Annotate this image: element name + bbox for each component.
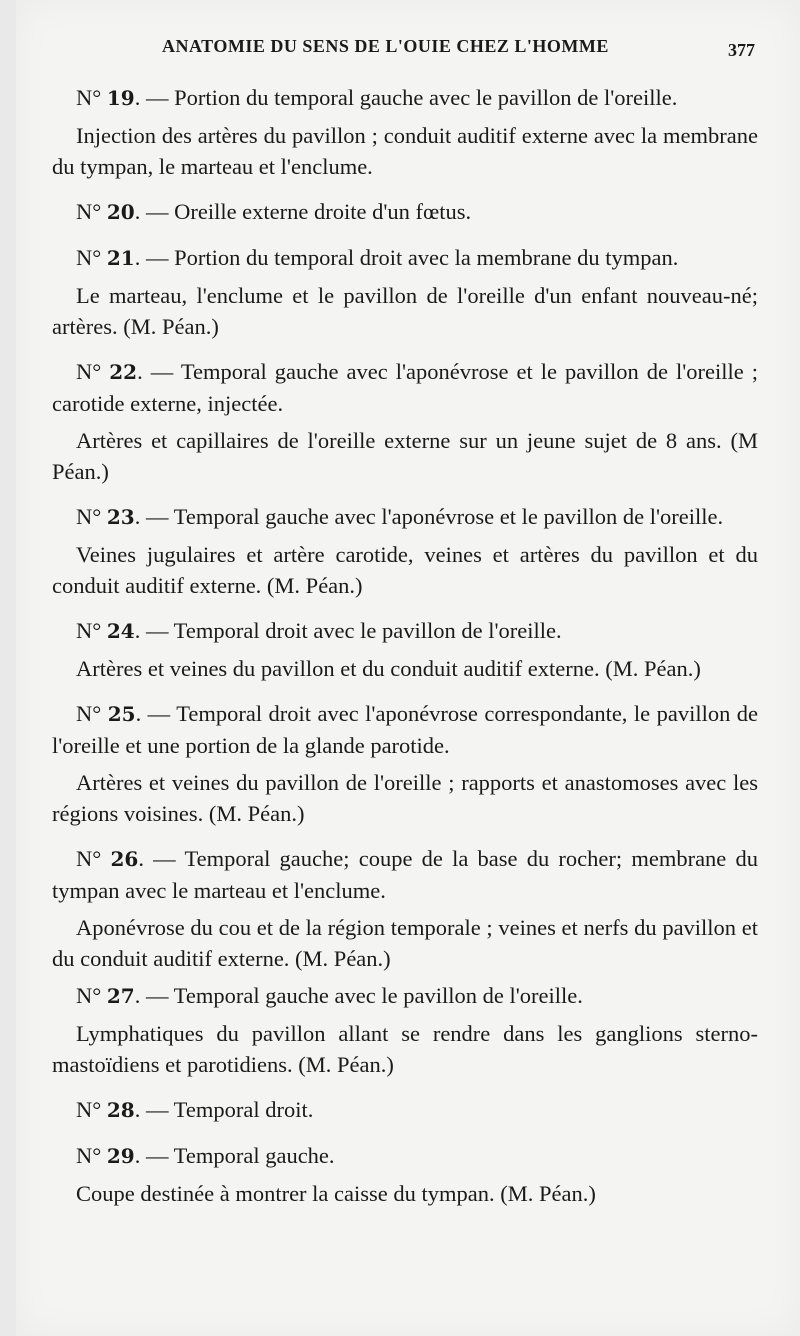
- entry-title-text: . — Portion du temporal gauche avec le pavillon de l'oreille.: [134, 85, 678, 110]
- entry-no-label: N°: [76, 245, 102, 270]
- page-number: 377: [728, 40, 755, 60]
- entry-title-text: . — Temporal gauche; coupe de la base du rocher; membrane du tympan avec le marteau et l'enclume.: [52, 846, 759, 903]
- entry-title: [52, 615, 758, 647]
- entry-description: Artères et capillaires de l'oreille externe sur un jeune sujet de 8 ans. (M Péan.): [52, 428, 758, 484]
- running-title: ANATOMIE DU SENS DE L'OUIE CHEZ L'HOMME: [162, 36, 609, 56]
- catalog-entry-22: [52, 356, 758, 487]
- entry-description: Lymphatiques du pavillon allant se rendre dans les ganglions sterno- mastoïdiens et parotidiens. (M. Péan.): [52, 1021, 758, 1077]
- entry-number: 20: [106, 200, 135, 224]
- entry-number: 25: [107, 702, 136, 726]
- catalog-entry-23: [52, 501, 758, 601]
- entry-title-text: . — Temporal droit avec l'aponévrose correspondante, le pavillon de l'oreille et une portion de la glande parotide.: [52, 701, 759, 758]
- catalog-entry-21: [52, 242, 758, 342]
- catalog-entry-19: [52, 82, 758, 182]
- entry-description: Veines jugulaires et artère carotide, veines et artères du pavillon et du conduit auditif externe. (M. Péan.): [52, 542, 758, 598]
- entry-title-text: . — Portion du temporal droit avec la membrane du tympan.: [134, 245, 679, 270]
- entry-title: [52, 501, 758, 533]
- entry-number: 28: [106, 1098, 135, 1122]
- entry-title-text: . — Temporal gauche.: [134, 1143, 335, 1168]
- catalog-entry-26: [52, 843, 758, 974]
- entry-title: [52, 82, 758, 114]
- entry-description: Le marteau, l'enclume et le pavillon de l'oreille d'un enfant nouveau-né; artères. (M. Péan.): [52, 283, 758, 339]
- entry-description: Coupe destinée à montrer la caisse du tympan. (M. Péan.): [76, 1181, 596, 1206]
- entry-no-label: N°: [76, 1143, 102, 1168]
- entry-title-text: . — Temporal droit avec le pavillon de l'oreille.: [134, 618, 562, 643]
- catalog-entries: [52, 82, 758, 1209]
- entry-no-label: N°: [76, 983, 102, 1008]
- entry-no-label: N°: [76, 199, 102, 224]
- entry-title-text: . — Oreille externe droite d'un fœtus.: [134, 199, 472, 224]
- entry-no-label: N°: [76, 85, 102, 110]
- entry-title: [52, 843, 758, 906]
- entry-title: [52, 196, 758, 228]
- entry-number: 26: [110, 847, 139, 871]
- entry-no-label: N°: [76, 846, 102, 871]
- catalog-entry-20: [52, 196, 758, 228]
- entry-number: 27: [106, 984, 135, 1008]
- entry-title: [52, 242, 758, 274]
- catalog-entry-29: [52, 1140, 758, 1209]
- entry-title: [52, 1094, 758, 1126]
- catalog-entry-28: [52, 1094, 758, 1126]
- entry-title-text: . — Temporal droit.: [134, 1097, 314, 1122]
- book-page: [16, 0, 800, 1336]
- entry-title: [52, 698, 758, 761]
- entry-title-text: . — Temporal gauche avec l'aponévrose et le pavillon de l'oreille ; carotide externe, injectée.: [52, 359, 758, 416]
- entry-number: 19: [106, 86, 135, 110]
- entry-no-label: N°: [76, 618, 102, 643]
- entry-description: Aponévrose du cou et de la région temporale ; veines et nerfs du pavillon et du conduit auditif externe. (M. Péan.): [52, 915, 758, 971]
- entry-description: Artères et veines du pavillon et du conduit auditif externe. (M. Péan.): [76, 656, 701, 681]
- entry-number: 23: [106, 505, 135, 529]
- catalog-entry-24: [52, 615, 758, 684]
- entry-description: Artères et veines du pavillon de l'oreille ; rapports et anastomoses avec les régions voisines. (M. Péan.): [52, 770, 758, 826]
- entry-title: [52, 980, 758, 1012]
- entry-no-label: N°: [76, 701, 102, 726]
- entry-number: 29: [106, 1144, 135, 1168]
- entry-no-label: N°: [76, 1097, 102, 1122]
- entry-description: Injection des artères du pavillon ; conduit auditif externe avec la membrane du tympan, le marteau et l'enclume.: [52, 123, 758, 179]
- page-header: [16, 36, 800, 66]
- entry-number: 21: [106, 246, 135, 270]
- catalog-entry-27: [52, 980, 758, 1080]
- entry-title-text: . — Temporal gauche avec le pavillon de l'oreille.: [134, 983, 583, 1008]
- entry-title: [52, 1140, 758, 1172]
- entry-no-label: N°: [76, 359, 102, 384]
- entry-title: [52, 356, 758, 419]
- entry-number: 22: [109, 360, 138, 384]
- entry-no-label: N°: [76, 504, 102, 529]
- catalog-entry-25: [52, 698, 758, 829]
- entry-number: 24: [106, 619, 135, 643]
- entry-title-text: . — Temporal gauche avec l'aponévrose et le pavillon de l'oreille.: [134, 504, 724, 529]
